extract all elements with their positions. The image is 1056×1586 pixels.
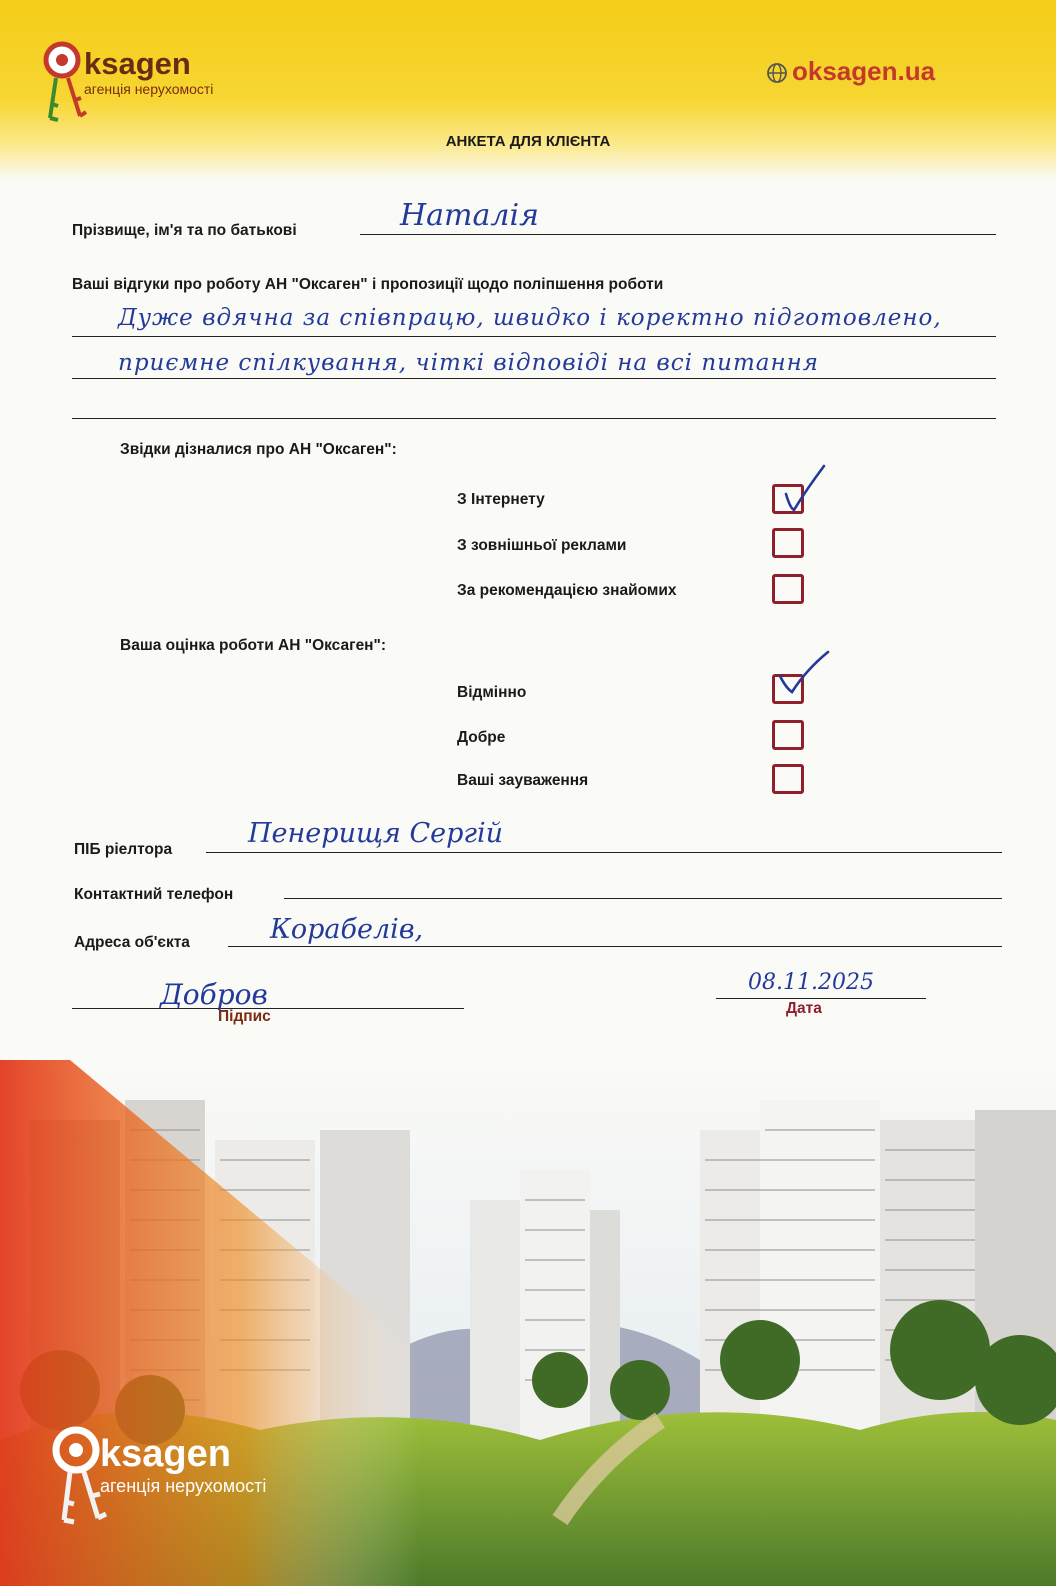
date-value[interactable]: 08.11.2025 [748, 970, 874, 995]
feedback-line-1 [72, 336, 996, 337]
svg-text:ksagen: ksagen [100, 1433, 231, 1475]
realtor-label: ПІБ ріелтора [74, 841, 173, 858]
feedback-line-3 [72, 418, 996, 419]
svg-text:агенція нерухомості: агенція нерухомості [84, 81, 214, 97]
svg-text:агенція нерухомості: агенція нерухомості [100, 1476, 267, 1496]
checkbox-ads[interactable] [772, 528, 804, 558]
address-line [228, 946, 1002, 947]
feedback-text-1[interactable]: Дуже вдячна за співпрацю, швидко і коректно підготовлено, [118, 305, 942, 331]
phone-label: Контактний телефон [74, 886, 234, 903]
realtor-line [206, 852, 1002, 853]
checkmark-icon [780, 462, 830, 516]
rating-option-good: Добре [457, 729, 506, 746]
realtor-value[interactable]: Пенерищя Сергій [248, 818, 504, 849]
signature-value[interactable]: Добров [160, 978, 268, 1011]
address-label: Адреса об'єкта [74, 934, 190, 951]
date-label: Дата [786, 1000, 822, 1017]
rating-option-excellent: Відмінно [457, 684, 527, 701]
source-option-ads: З зовнішньої реклами [457, 537, 627, 554]
rating-option-remarks: Ваші зауваження [457, 772, 589, 789]
name-label: Прізвище, ім'я та по батькові [72, 222, 297, 239]
checkbox-referral[interactable] [772, 574, 804, 604]
svg-text:ksagen: ksagen [84, 46, 191, 81]
checkbox-remarks[interactable] [772, 764, 804, 794]
phone-line [284, 898, 1002, 899]
rating-question: Ваша оцінка роботи АН "Оксаген": [120, 637, 387, 654]
checkmark-icon [776, 648, 832, 702]
feedback-label: Ваші відгуки про роботу АН "Оксаген" і пропозиції щодо поліпшення роботи [72, 276, 664, 293]
oksagen-logo-bottom [48, 1420, 328, 1560]
name-value[interactable]: Наталія [400, 198, 539, 233]
checkbox-good[interactable] [772, 720, 804, 750]
name-line [360, 234, 996, 235]
signature-label: Підпис [218, 1008, 271, 1025]
oksagen-logo-top [40, 38, 280, 128]
date-line [716, 998, 926, 999]
feedback-text-2[interactable]: приємне спілкування, чіткі відповіді на всі питання [118, 350, 820, 376]
address-value[interactable]: Корабелів, [270, 914, 424, 945]
source-option-referral: За рекомендацією знайомих [457, 582, 677, 599]
website-text: oksagen.ua [792, 56, 936, 86]
form-title: АНКЕТА ДЛЯ КЛІЄНТА [445, 133, 611, 150]
source-option-internet: З Інтернету [457, 491, 545, 508]
globe-icon [766, 62, 788, 84]
source-question: Звідки дізналися про АН "Оксаген": [120, 441, 397, 458]
feedback-line-2 [72, 378, 996, 379]
